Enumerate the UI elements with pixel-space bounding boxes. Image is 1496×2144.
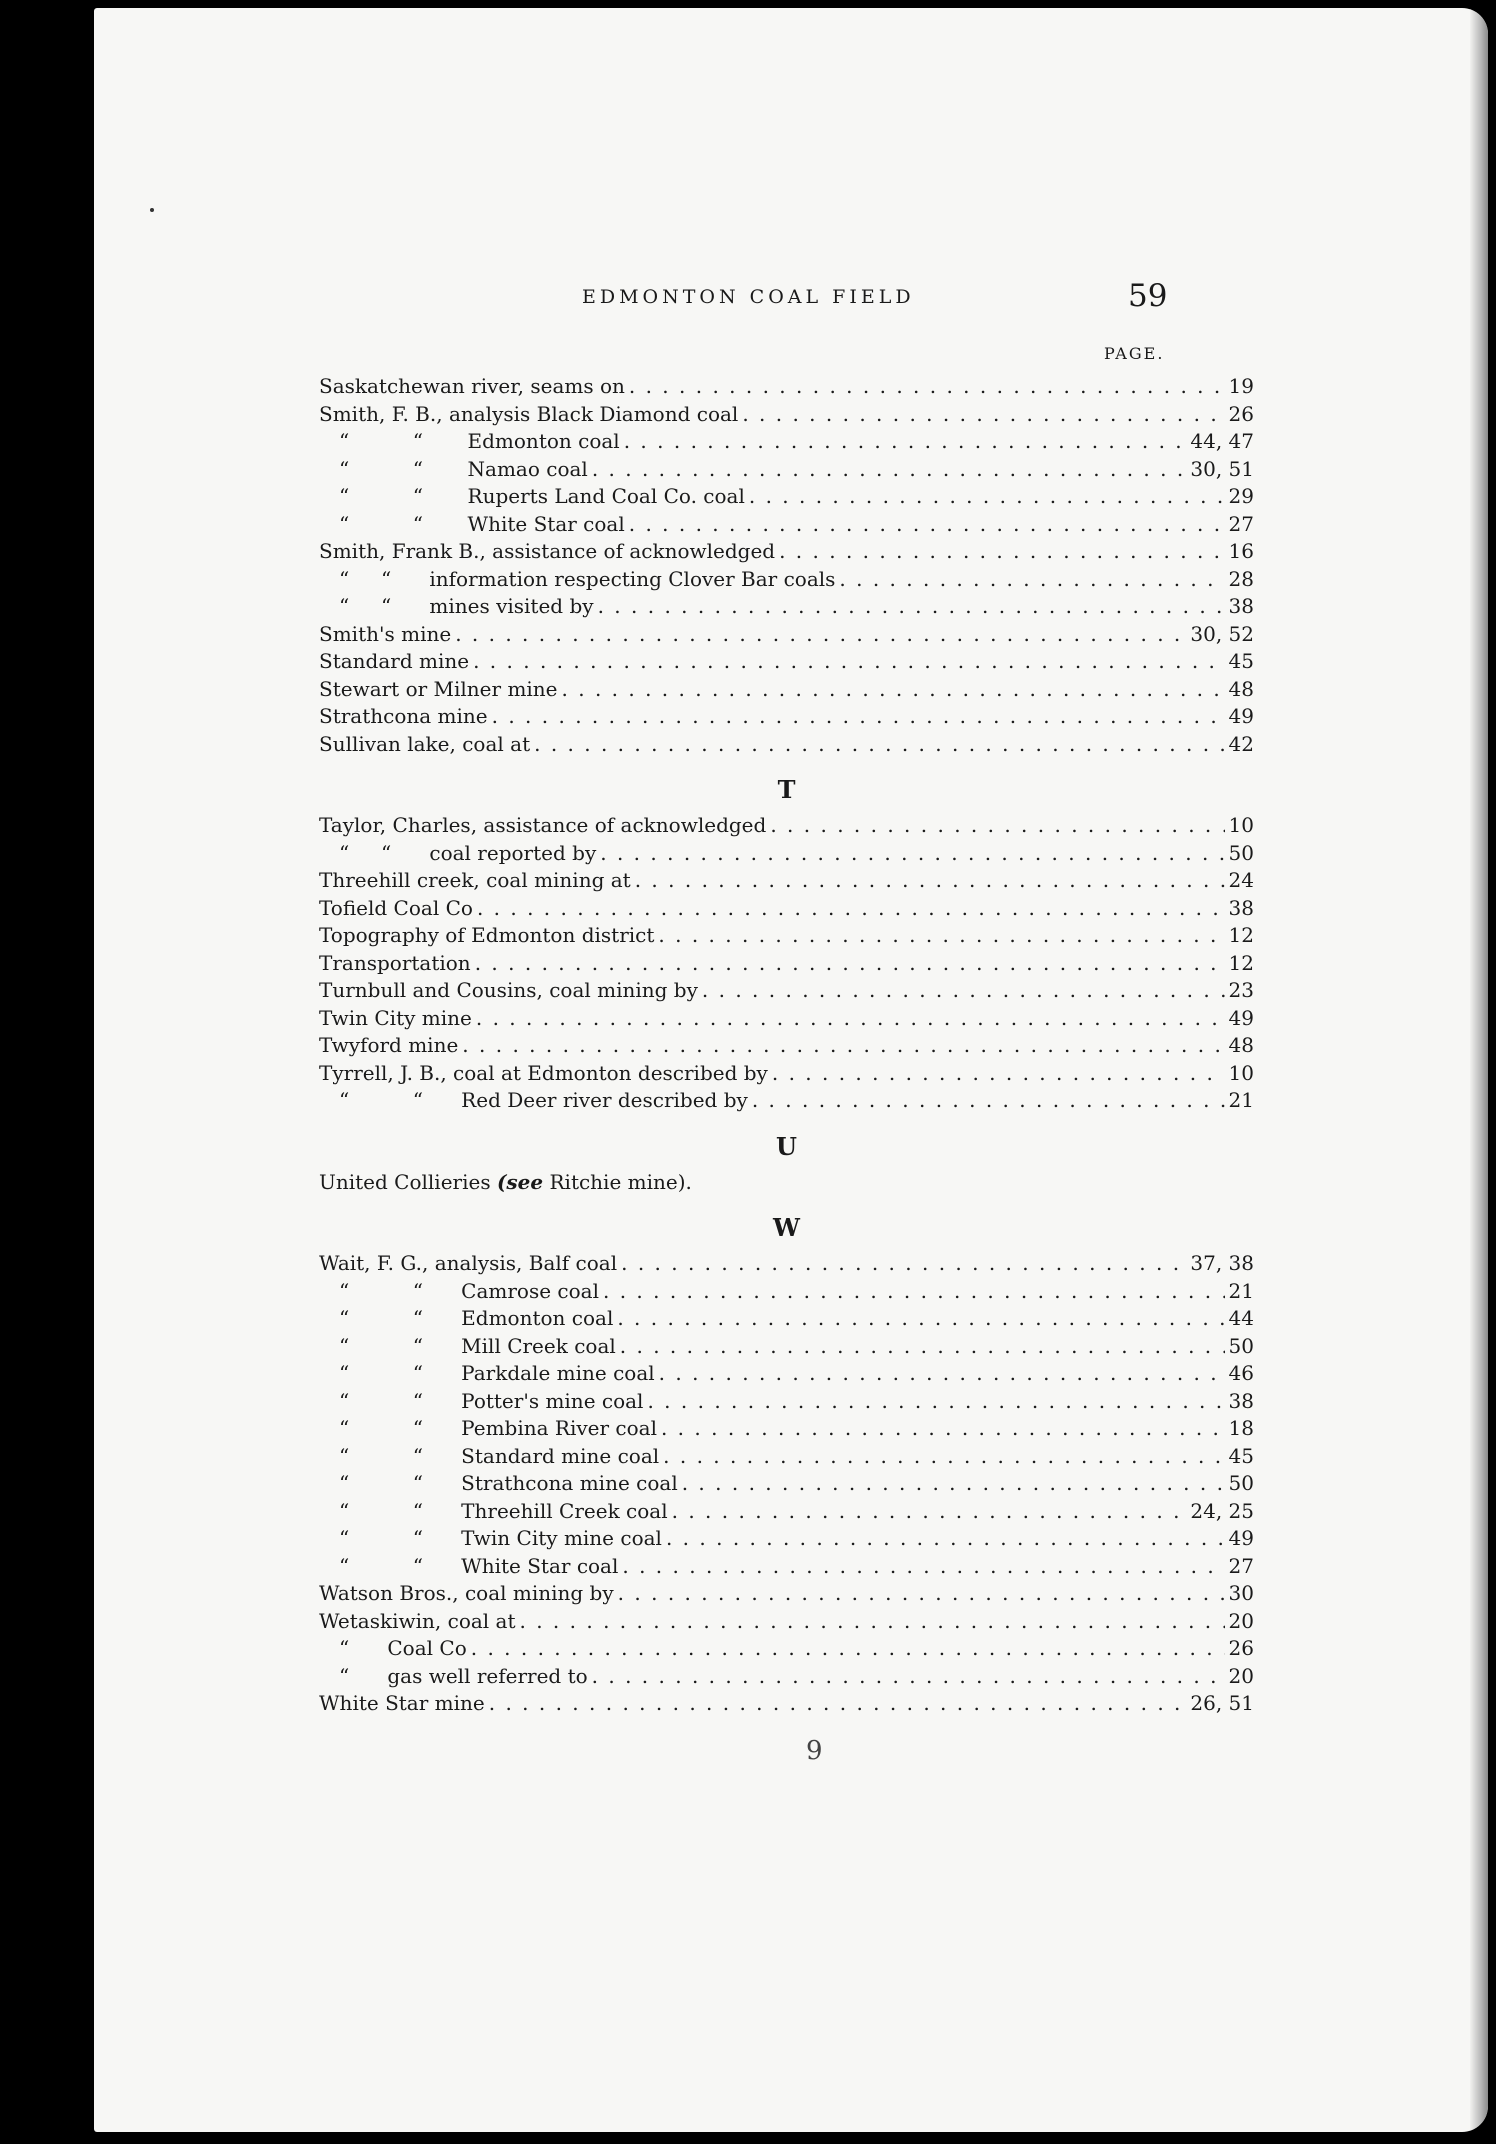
entry-page: 20 [1228, 1663, 1254, 1688]
leader-dots [658, 923, 1224, 947]
index-entry [319, 1088, 1254, 1116]
leader-dots [620, 1334, 1225, 1358]
plain-entry-text: United Collieries [319, 1169, 497, 1194]
entry-label: “ “ White Star coal [339, 511, 625, 536]
entry-page: 20 [1228, 1608, 1254, 1633]
index-entry [319, 539, 1254, 567]
entry-label: Wait, F. G., analysis, Balf coal [319, 1251, 618, 1275]
leader-dots [617, 1306, 1224, 1330]
plain-entry-italic: (see [496, 1169, 544, 1194]
leader-dots [742, 402, 1224, 426]
index-entry [319, 896, 1254, 924]
index-entry [319, 1006, 1254, 1034]
leader-dots [622, 1554, 1224, 1578]
entry-label: Wetaskiwin, coal at [319, 1608, 516, 1633]
index-entry [319, 1306, 1254, 1334]
index-entry [319, 841, 1254, 869]
entry-page: 18 [1228, 1416, 1254, 1440]
entry-label: Smith, Frank B., assistance of acknowledged [319, 539, 776, 563]
entry-label: Twyford mine [319, 1033, 459, 1057]
index-entry [319, 1334, 1254, 1362]
index-entry [319, 1444, 1254, 1472]
entry-label: “ “ Standard mine coal [339, 1443, 660, 1468]
entry-page: 45 [1228, 649, 1254, 673]
leader-dots [618, 1581, 1225, 1605]
section-letter: T [777, 775, 796, 804]
entry-label: Taylor, Charles, assistance of acknowledged [319, 813, 767, 837]
page-header [94, 278, 1488, 318]
index-entry [319, 622, 1254, 650]
entry-label: Sullivan lake, coal at [319, 731, 531, 756]
entry-page: 26, 51 [1190, 1691, 1254, 1715]
entry-page: 45 [1228, 1443, 1254, 1468]
index-entry [319, 457, 1254, 485]
entry-page: 42 [1228, 731, 1254, 756]
entry-page: 12 [1228, 950, 1254, 975]
leader-dots [749, 484, 1225, 508]
entry-label: Twin City mine [319, 1005, 472, 1030]
leader-dots [672, 1499, 1187, 1523]
leader-dots [489, 1691, 1187, 1715]
entry-page: 37, 38 [1190, 1251, 1254, 1275]
entry-label: Smith, F. B., analysis Black Diamond coal [319, 401, 739, 426]
entry-label: Transportation [319, 950, 471, 975]
index-entry [319, 1471, 1254, 1499]
entry-page: 27 [1228, 1553, 1254, 1578]
entry-page: 28 [1228, 566, 1254, 591]
leader-dots [473, 649, 1224, 673]
entry-page: 10 [1228, 1060, 1254, 1085]
entry-label: “ “ Mill Creek coal [339, 1333, 616, 1358]
entry-page: 48 [1228, 676, 1254, 701]
index-entry [319, 732, 1254, 760]
leader-dots [592, 457, 1187, 481]
leader-dots [663, 1444, 1224, 1468]
index-entry [319, 594, 1254, 622]
index-entry [319, 813, 1254, 841]
page-column-label: PAGE. [1104, 344, 1165, 363]
entry-label: Stewart or Milner mine [319, 676, 558, 701]
entry-label: “ “ Red Deer river described by [339, 1088, 748, 1112]
index-entry [319, 1361, 1254, 1389]
index-entry [319, 484, 1254, 512]
speck [150, 208, 154, 212]
entry-page: 26 [1228, 401, 1254, 426]
entry-page: 21 [1228, 1088, 1254, 1112]
entry-page: 46 [1228, 1361, 1254, 1385]
leader-dots [562, 677, 1225, 701]
leader-dots [779, 539, 1224, 563]
running-head: EDMONTON COAL FIELD [582, 286, 915, 308]
leader-dots [624, 429, 1187, 453]
entry-label: “ “ Potter's mine coal [339, 1388, 644, 1413]
entry-page: 48 [1228, 1033, 1254, 1057]
entry-page: 23 [1228, 978, 1254, 1002]
entry-page: 30, 52 [1190, 621, 1254, 646]
page-number: 59 [1128, 278, 1168, 314]
leader-dots [455, 622, 1186, 646]
index-entry [319, 1664, 1254, 1692]
entry-page: 24 [1228, 868, 1254, 892]
leader-dots [598, 594, 1225, 618]
entry-label: Threehill creek, coal mining at [319, 868, 631, 892]
entry-page: 50 [1228, 1471, 1254, 1495]
entry-label: “ “ Edmonton coal [339, 429, 620, 453]
entry-label: Smith's mine [319, 621, 452, 646]
leader-dots [592, 1664, 1225, 1688]
leader-dots [702, 978, 1225, 1002]
entry-page: 38 [1228, 1388, 1254, 1413]
entry-page: 19 [1228, 374, 1254, 398]
index-entry [319, 951, 1254, 979]
index-entry [319, 1636, 1254, 1664]
entry-page: 50 [1228, 840, 1254, 865]
plain-entry [319, 1170, 1254, 1198]
entry-page: 38 [1228, 594, 1254, 618]
leader-dots [629, 512, 1225, 536]
leader-dots [492, 704, 1225, 728]
entry-label: “ “ Strathcona mine coal [339, 1471, 678, 1495]
entry-page: 30 [1228, 1581, 1254, 1605]
index-list [319, 374, 1254, 1719]
leader-dots [647, 1389, 1224, 1413]
entry-label: Saskatchewan river, seams on [319, 374, 625, 398]
entry-label: Tyrrell, J. B., coal at Edmonton described by [319, 1060, 768, 1085]
entry-label: Strathcona mine [319, 704, 488, 728]
leader-dots [477, 896, 1225, 920]
entry-page: 16 [1228, 539, 1254, 563]
leader-dots [462, 1033, 1224, 1057]
index-entry [319, 1526, 1254, 1554]
index-entry [319, 868, 1254, 896]
footer-mark: 9 [806, 1736, 823, 1766]
index-entry [319, 567, 1254, 595]
entry-page: 26 [1228, 1636, 1254, 1660]
leader-dots [682, 1471, 1225, 1495]
entry-label: White Star mine [319, 1691, 485, 1715]
entry-label: “ “ mines visited by [339, 594, 594, 618]
index-entry [319, 677, 1254, 705]
entry-page: 38 [1228, 895, 1254, 920]
leader-dots [600, 841, 1224, 865]
index-entry [319, 1251, 1254, 1279]
entry-label: “ “ White Star coal [339, 1553, 619, 1578]
leader-dots [471, 1636, 1225, 1660]
leader-dots [661, 1416, 1225, 1440]
entry-page: 27 [1228, 511, 1254, 536]
leader-dots [476, 1006, 1225, 1030]
entry-page: 50 [1228, 1333, 1254, 1358]
entry-label: “ “ coal reported by [339, 840, 597, 865]
entry-page: 29 [1228, 484, 1254, 508]
plain-entry-text-after: Ritchie mine). [543, 1169, 692, 1194]
entry-label: “ gas well referred to [339, 1663, 588, 1688]
leader-dots [621, 1251, 1186, 1275]
leader-dots [520, 1609, 1225, 1633]
page-edge-shadow [1470, 8, 1488, 2132]
index-entry [319, 1691, 1254, 1719]
leader-dots [666, 1526, 1225, 1550]
index-entry [319, 512, 1254, 540]
index-entry [319, 923, 1254, 951]
entry-label: “ “ Parkdale mine coal [339, 1361, 655, 1385]
index-entry [319, 402, 1254, 430]
book-page [94, 8, 1488, 2132]
index-entry [319, 1609, 1254, 1637]
leader-dots [839, 567, 1224, 591]
entry-page: 30, 51 [1190, 456, 1254, 481]
leader-dots [752, 1088, 1225, 1112]
section-letter: W [773, 1213, 800, 1242]
index-entry [319, 649, 1254, 677]
entry-label: “ Coal Co [339, 1636, 467, 1660]
section-letter: U [776, 1131, 797, 1161]
entry-page: 49 [1228, 1526, 1254, 1550]
index-entry [319, 1389, 1254, 1417]
entry-page: 24, 25 [1190, 1498, 1254, 1523]
entry-page: 10 [1228, 813, 1254, 837]
entry-label: “ “ Camrose coal [339, 1278, 599, 1303]
entry-label: “ “ information respecting Clover Bar coals [339, 566, 836, 591]
entry-label: Tofield Coal Co [319, 895, 473, 920]
leader-dots [603, 1279, 1225, 1303]
index-entry [319, 1499, 1254, 1527]
index-entry [319, 978, 1254, 1006]
leader-dots [534, 732, 1224, 756]
index-entry [319, 374, 1254, 402]
leader-dots [629, 374, 1225, 398]
entry-label: Standard mine [319, 649, 470, 673]
entry-page: 49 [1228, 704, 1254, 728]
leader-dots [770, 813, 1224, 837]
index-entry [319, 1061, 1254, 1089]
entry-page: 12 [1228, 923, 1254, 947]
entry-label: Watson Bros., coal mining by [319, 1581, 614, 1605]
index-entry [319, 429, 1254, 457]
entry-page: 21 [1228, 1278, 1254, 1303]
index-entry [319, 1033, 1254, 1061]
index-entry [319, 704, 1254, 732]
index-entry [319, 1581, 1254, 1609]
entry-label: “ “ Ruperts Land Coal Co. coal [339, 484, 745, 508]
index-entry [319, 1554, 1254, 1582]
index-entry [319, 1279, 1254, 1307]
leader-dots [475, 951, 1225, 975]
leader-dots [635, 868, 1225, 892]
entry-label: “ “ Pembina River coal [339, 1416, 657, 1440]
entry-label: Topography of Edmonton district [319, 923, 655, 947]
leader-dots [659, 1361, 1225, 1385]
entry-label: Turnbull and Cousins, coal mining by [319, 978, 698, 1002]
entry-page: 44, 47 [1190, 429, 1254, 453]
entry-page: 44 [1228, 1306, 1254, 1330]
index-entry [319, 1416, 1254, 1444]
leader-dots [772, 1061, 1225, 1085]
entry-label: “ “ Twin City mine coal [339, 1526, 662, 1550]
entry-label: “ “ Threehill Creek coal [339, 1498, 668, 1523]
entry-page: 49 [1228, 1005, 1254, 1030]
entry-label: “ “ Edmonton coal [339, 1306, 614, 1330]
entry-label: “ “ Namao coal [339, 456, 588, 481]
